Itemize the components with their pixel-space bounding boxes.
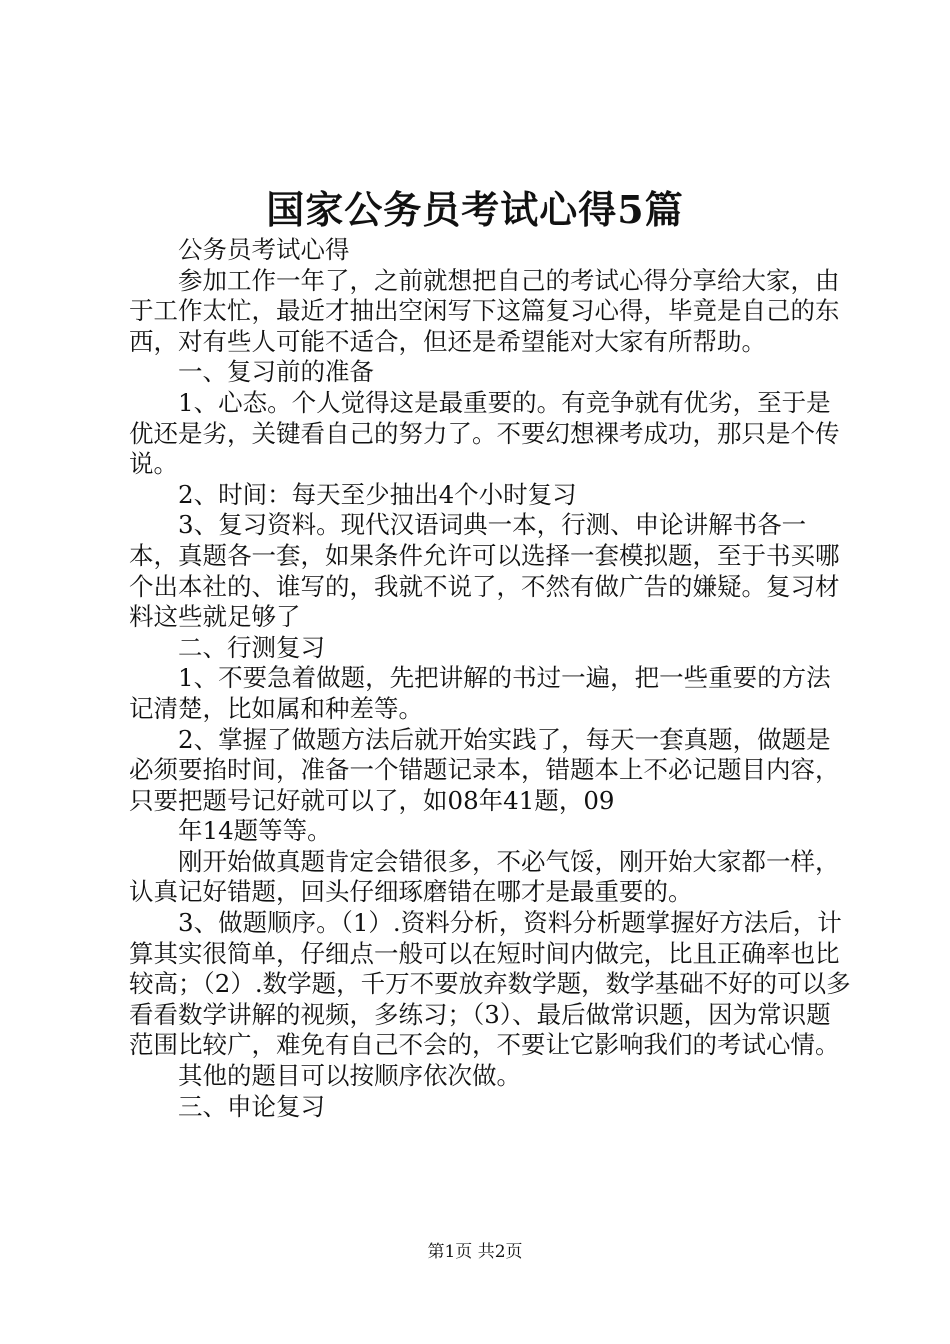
section-heading-preparation: 一、复习前的准备: [178, 357, 374, 387]
paragraph-xingce-2-cont: 年14题等等。: [178, 816, 332, 846]
section-heading-shenlun: 三、申论复习: [178, 1091, 325, 1121]
document-title: 国家公务员考试心得5篇: [266, 187, 684, 232]
document-body: [129, 235, 851, 1122]
page-footer: 第1页 共2页: [427, 1242, 523, 1262]
paragraph-materials: 3、复习资料。现代汉语词典一本，行测、申论讲解书各一本，真题各一套，如果条件允许可以选择一套模拟题，至于书买哪个出本社的、谁写的，我就不说了，不然有做广告的嫌疑。复习材料这些就足够了: [129, 510, 840, 632]
paragraph-xingce-1: 1、不要急着做题，先把讲解的书过一遍，把一些重要的方法记清楚，比如属和种差等。: [129, 663, 831, 723]
paragraph-time: 2、时间：每天至少抽出4个小时复习: [178, 479, 577, 509]
paragraph-mindset: 1、心态。个人觉得这是最重要的。有竞争就有优劣，至于是优还是劣，关键看自己的努力了。不要幻想裸考成功，那只是个传说。: [129, 387, 840, 479]
paragraph-xingce-3: 3、做题顺序。（1）.资料分析，资料分析题掌握好方法后，计算其实很简单，仔细点一般可以在短时间内做完，比且正确率也比较高；（2）.数学题，千万不要放弃数学题，数学基础不好的可以多看看数学讲解的视频，多练习；（3）、最后做常识题，因为常识题范围比较广，难免有自己不会的，不要让它影响我们的考试心情。: [129, 908, 851, 1060]
paragraph-intro: 参加工作一年了，之前就想把自己的考试心得分享给大家，由于工作太忙，最近才抽出空闲写下这篇复习心得，毕竟是自己的东西，对有些人可能不适合，但还是希望能对大家有所帮助。: [129, 265, 840, 356]
paragraph-subtitle: 公务员考试心得: [178, 235, 350, 264]
paragraph-xingce-2: 2、掌握了做题方法后就开始实践了，每天一套真题，做题是必须要掐时间，准备一个错题记录本，错题本上不必记题目内容，只要把题号记好就可以了，如08年41题，09: [129, 724, 840, 815]
paragraph-other-questions: 其他的题目可以按顺序依次做。: [178, 1061, 521, 1091]
section-heading-xingce: 二、行测复习: [178, 632, 325, 662]
paragraph-xingce-encourage: 刚开始做真题肯定会错很多，不必气馁，刚开始大家都一样，认真记好错题，回头仔细琢磨错在哪才是最重要的。: [129, 846, 840, 907]
